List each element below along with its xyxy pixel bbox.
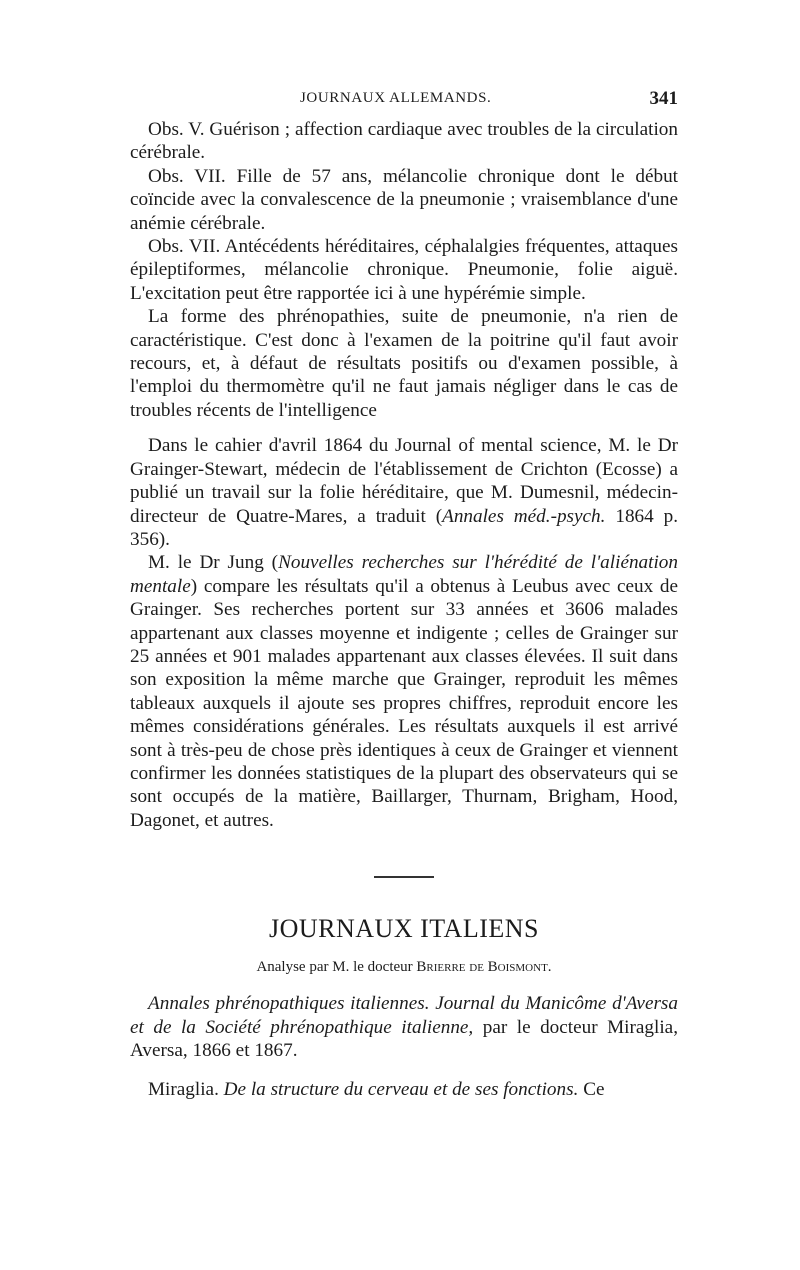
book-page: [130, 88, 678, 1102]
byline: [130, 958, 678, 976]
paragraph-miraglia: [130, 1078, 678, 1101]
text-run: Miraglia.: [148, 1079, 224, 1101]
section-title: JOURNAUX ITALIENS: [268, 914, 539, 944]
paragraph-obs-v: Obs. V. Guérison ; affection cardiaque avec troubles de la circulation cérébrale.: [130, 119, 678, 164]
text-run: 1864 p. 356).: [130, 505, 679, 550]
text-run: par le docteur Miraglia, Aversa, 1866 et 1867.: [130, 1016, 678, 1061]
text-run: M. le Dr Jung (: [148, 552, 279, 574]
section-divider: [374, 876, 434, 878]
page-number: 341: [649, 88, 678, 109]
running-header: [130, 88, 678, 118]
italic-citation: Annales méd.-psych.: [442, 505, 606, 527]
running-title: JOURNAUX ALLEMANDS.: [300, 90, 492, 106]
paragraph-jung: [130, 551, 678, 832]
paragraph-annales: [130, 992, 678, 1062]
body-text: [130, 118, 678, 832]
text-run: Dans le cahier d'avril 1864 du Journal of mental science, M. le Dr Grainger-Stewart, médecin de l'établissement de Crichton (Ecosse) a publié un travail sur la folie héréditaire, que M. Dumesnil, médecin-directeur de Quatre-Mares, a traduit (: [130, 435, 678, 527]
text-run: Ce: [578, 1079, 605, 1101]
italic-journal-title: Annales phrénopathiques italiennes. Journal du Manicôme d'Aversa et de la Société phrénopathique italienne,: [130, 993, 678, 1038]
paragraph-pneumonia-forms: La forme des phrénopathies, suite de pneumonie, n'a rien de caractéristique. C'est donc à l'examen de la poitrine qu'il faut avoir recours, et, à défaut de résultats positifs ou d'examen possible, à l'emploi du thermomètre qu'il ne faut jamais négliger dans le cas de troubles récents de l'intelligence: [130, 306, 678, 421]
italian-journals-section: [130, 914, 678, 1102]
paragraph-obs-vii-b: Obs. VII. Antécédents héréditaires, céphalalgies fréquentes, attaques épileptiformes, mélancolie chronique. Pneumonie, folie aiguë. L'excitation peut être rapportée ici à une hypérémie simple.: [130, 236, 678, 304]
byline-author: Brierre de Boismont.: [416, 959, 552, 976]
paragraph-grainger-stewart: [130, 434, 678, 551]
paragraph-obs-vii-a: Obs. VII. Fille de 57 ans, mélancolie chronique dont le début coïncide avec la convalescence de la pneumonie ; vraisemblance d'une anémie cérébrale.: [130, 165, 678, 234]
italic-article-title: De la structure du cerveau et de ses fonctions.: [223, 1079, 579, 1101]
italic-title: Nouvelles recherches sur l'hérédité de l'aliénation mentale: [130, 552, 678, 597]
text-run: ) compare les résultats qu'il a obtenus à Leubus avec ceux de Grainger. Ses recherches portent sur 33 années et 3606 malades appartenant aux classes moyenne et indigente ; celles de Grainger sur 25 années et 901 malades appartenant aux classes élevées. Il suit dans son exposition la même marche que Grainger, reproduit les mêmes tableaux auxquels il ajoute ses propres chiffres, reproduit encore les mêmes considérations générales. Les résultats auxquels il est arrivé sont à très-peu de chose près identiques à ceux de Grainger et viennent confirmer les données statistiques de la plupart des observateurs qui se sont occupés de la matière, Baillarger, Thurnam, Brigham, Hood, Dagonet, et autres.: [130, 575, 678, 831]
byline-prefix: Analyse par M. le docteur: [256, 959, 417, 976]
